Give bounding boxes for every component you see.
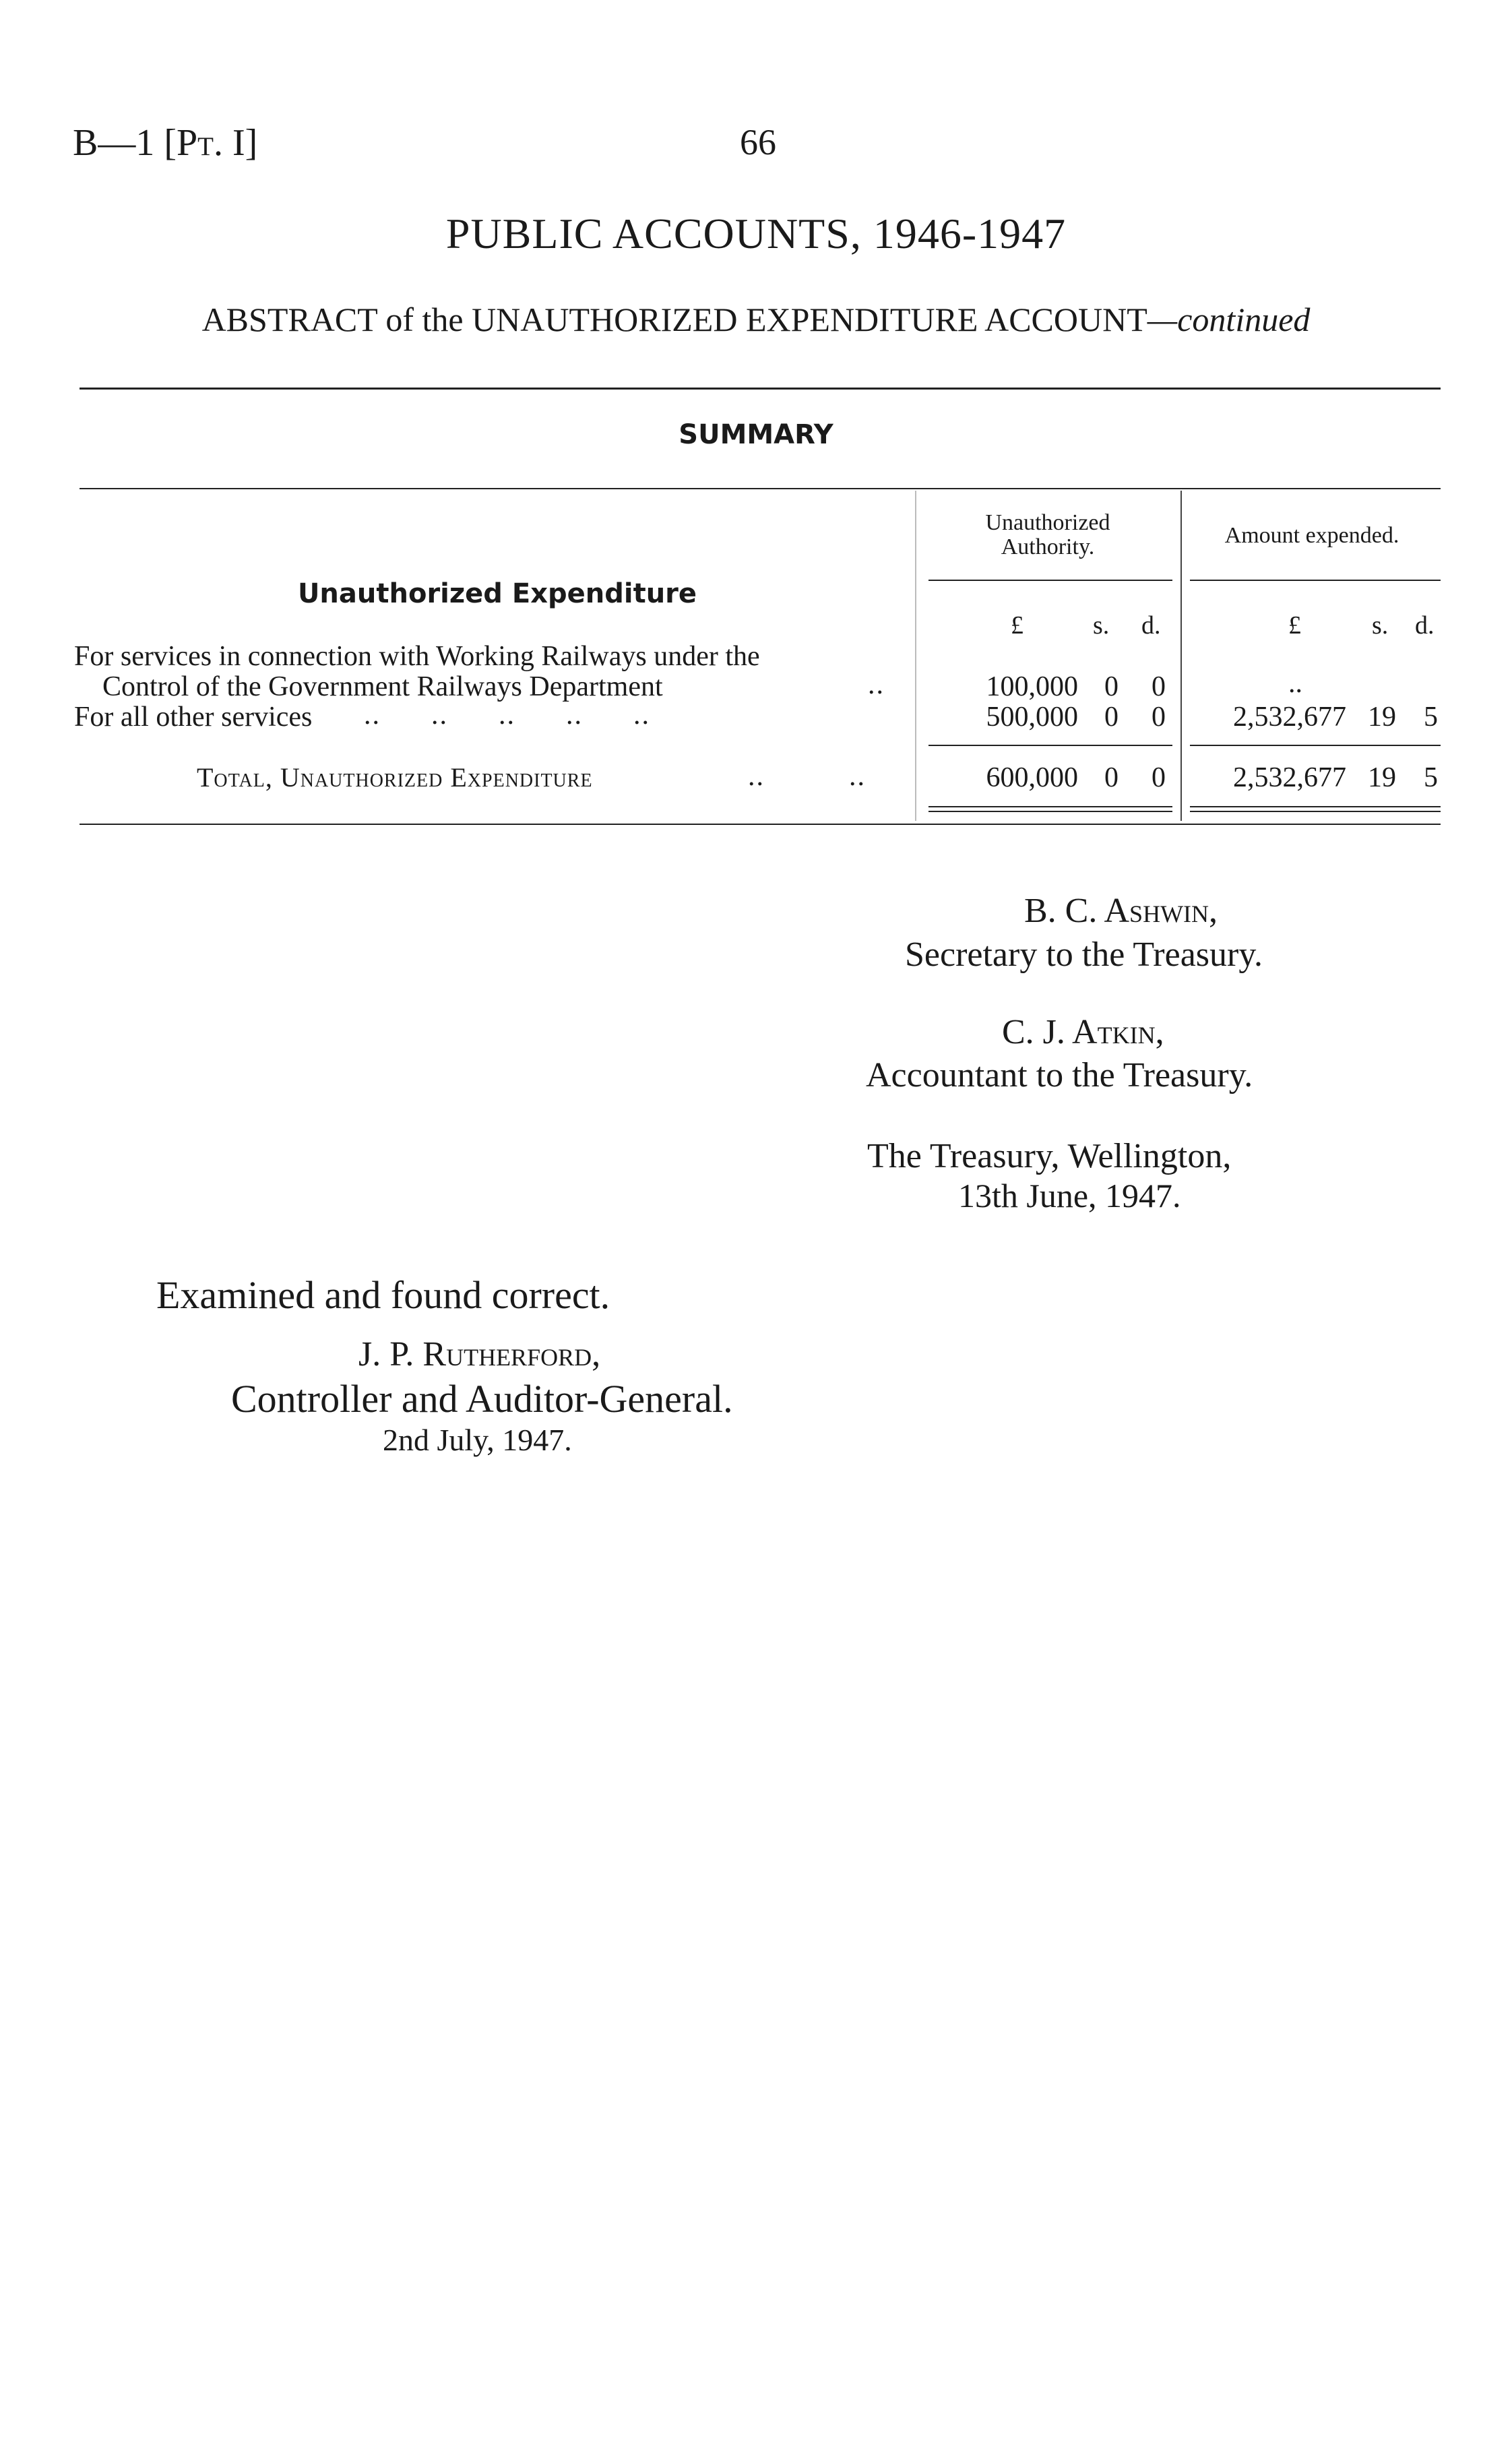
total-expended-shillings: 19 [1368,762,1396,793]
subtitle-continued: —continued [1147,301,1311,338]
document-reference: B—1 [Pt. I] [73,122,258,164]
audit-date: 2nd July, 1947. [383,1423,572,1457]
total-expended-pounds: 2,532,677 [1233,762,1346,793]
auditor-title: Controller and Auditor-General. [231,1377,733,1421]
secretary-title: Secretary to the Treasury. [905,935,1263,974]
authority-pound-label: £ [1011,611,1023,640]
accountant-title: Accountant to the Treasury. [866,1056,1253,1094]
audit-statement: Examined and found correct. [156,1273,610,1317]
summary-rule [80,488,1441,489]
table-row-railways-authority-pounds: 100,000 [986,671,1078,702]
table-row-other-authority-shillings: 0 [1104,702,1119,733]
total-leader: .. .. [748,761,866,792]
abstract-subtitle [0,300,1512,339]
authority-header-line2: Authority. [1001,534,1095,559]
page-title: PUBLIC ACCOUNTS, 1946-1947 [445,210,1067,257]
table-row-other-authority-pence: 0 [1152,702,1166,733]
table-row-other-expended-shillings: 19 [1368,702,1396,733]
accountant-name: C. J. Atkin, [1002,1013,1164,1051]
subtitle-main: ABSTRACT of the UNAUTHORIZED EXPENDITURE ACCOUNT [201,301,1147,338]
treasury-place: The Treasury, Wellington, [867,1137,1232,1175]
table-row-railways-expended-pounds: .. [1288,668,1302,699]
table-row-other-expended-pence: 5 [1424,702,1438,733]
header-rule-authority [928,580,1172,581]
table-row-other-authority-pounds: 500,000 [986,702,1078,733]
double-rule-expended-1 [1190,806,1441,807]
summary-heading: SUMMARY [679,419,833,450]
expended-pound-label: £ [1288,611,1301,640]
table-row-other-expended-pounds: 2,532,677 [1233,702,1346,733]
total-authority-pounds: 600,000 [986,762,1078,793]
table-bottom-rule [80,824,1441,825]
expended-pence-label: d. [1415,611,1435,640]
auditor-name: J. P. Rutherford, [358,1335,601,1374]
table-row-other-leader: .. .. .. .. .. [364,700,650,731]
total-authority-pence: 0 [1152,762,1166,793]
table-row-other-label: For all other services [74,702,313,733]
top-rule [80,388,1441,390]
expended-shillings-label: s. [1372,611,1389,640]
double-rule-authority-1 [928,806,1172,807]
table-row-railways-label2: Control of the Government Railways Department [102,671,663,702]
treasury-date: 13th June, 1947. [958,1177,1181,1214]
expended-header: Amount expended. [1224,523,1399,548]
header-rule-expended [1190,580,1441,581]
table-row-railways-leader: .. [868,669,885,700]
total-label: Total, Unauthorized Expenditure [197,762,593,793]
total-authority-shillings: 0 [1104,762,1119,793]
authority-header [916,511,1179,559]
total-expended-pence: 5 [1424,762,1438,793]
table-row-railways-label1: For services in connection with Working Railways under the [74,641,760,672]
secretary-name: B. C. Ashwin, [1024,892,1218,930]
column-divider-expended [1180,491,1182,821]
total-rule-authority [928,745,1172,746]
authority-header-line1: Unauthorized [985,510,1110,535]
authority-shillings-label: s. [1093,611,1110,640]
double-rule-authority-2 [928,811,1172,812]
table-row-railways-authority-pence: 0 [1152,671,1166,702]
page-number: 66 [740,122,776,162]
total-rule-expended [1190,745,1441,746]
double-rule-expended-2 [1190,811,1441,812]
table-row-railways-authority-shillings: 0 [1104,671,1119,702]
row-header: Unauthorized Expenditure [297,578,697,609]
authority-pence-label: d. [1141,611,1161,640]
